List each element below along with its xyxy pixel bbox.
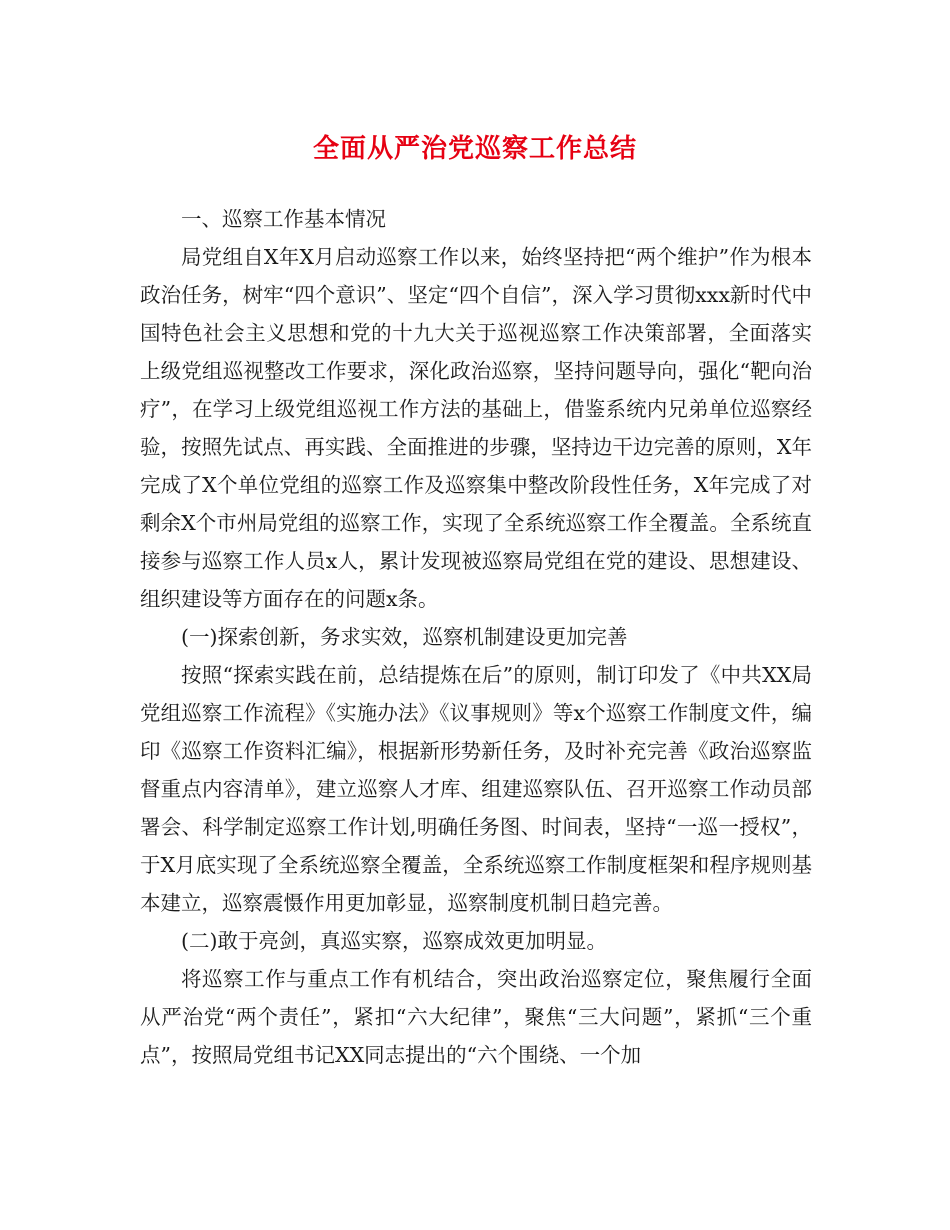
paragraph: 将巡察工作与重点工作有机结合，突出政治巡察定位，聚焦履行全面从严治党“两个责任”，紧扣“六大纪律”，聚焦“三大问题”，紧抓“三个重点”，按照局党组书记XX同志提出的“六个围绕、一个加 [140, 967, 812, 1067]
section-heading: 一、巡察工作基本情况 [181, 207, 386, 231]
subsection-heading: (二)敢于亮剑，真巡实察，巡察成效更加明显。 [181, 929, 607, 953]
subsection-heading: (一)探索创新，务求实效，巡察机制建设更加完善 [181, 625, 628, 649]
document-title: 全面从严治党巡察工作总结 [312, 134, 637, 164]
paragraph: 局党组自X年X月启动巡察工作以来，始终坚持把“两个维护”作为根本政治任务，树牢“四个意识”、坚定“四个自信”，深入学习贯彻xxx新时代中国特色社会主义思想和党的十九大关于巡视巡察工作决策部署，全面落实上级党组巡视整改工作要求，深化政治巡察，坚持问题导向，强化“靶向治疗”，在学习上级党组巡视工作方法的基础上，借鉴系统内兄弟单位巡察经验，按照先试点、再实践、全面推进的步骤，坚持边干边完善的原则，X年完成了X个单位党组的巡察工作及巡察集中整改阶段性任务，X年完成了对剩余X个市州局党组的巡察工作，实现了全系统巡察工作全覆盖。全系统直接参与巡察工作人员x人，累计发现被巡察局党组在党的建设、思想建设、组织建设等方面存在的问题x条。 [140, 245, 812, 611]
paragraph: 按照“探索实践在前，总结提炼在后”的原则，制订印发了《中共XX局党组巡察工作流程》《实施办法》《议事规则》等x个巡察工作制度文件，编印《巡察工作资料汇编》，根据新形势新任务，及时补充完善《政治巡察监督重点内容清单》，建立巡察人才库、组建巡察队伍、召开巡察工作动员部署会、科学制定巡察工作计划,明确任务图、时间表，坚持“一巡一授权”，于X月底实现了全系统巡察全覆盖，全系统巡察工作制度框架和程序规则基本建立，巡察震慑作用更加彰显，巡察制度机制日趋完善。 [140, 663, 812, 915]
document-body [140, 200, 812, 1074]
